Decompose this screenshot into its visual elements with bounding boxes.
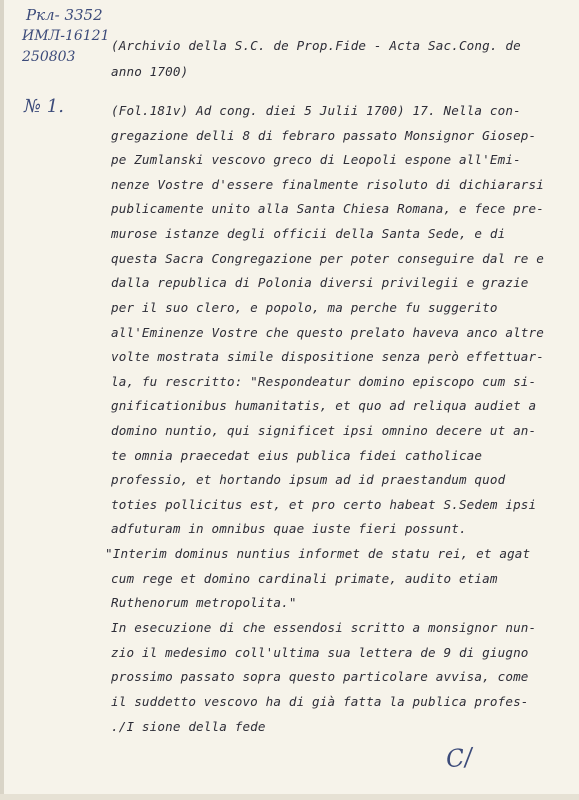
- text-line: (Archivio della S.C. de Prop.Fide - Acta Sac.Cong. de: [111, 38, 521, 53]
- text-line: publicamente unito alla Santa Chiesa Romana, e fece pre-: [111, 201, 544, 216]
- text-line: Ruthenorum metropolita.": [111, 595, 297, 610]
- page-bottom-edge: [0, 794, 579, 800]
- page-edge: [0, 0, 4, 800]
- text-line: anno 1700): [111, 64, 189, 79]
- text-line: domino nuntio, qui significet ipsi omnino decere ut an-: [111, 423, 537, 438]
- text-line: volte mostrata simile dispositione senza però effettuar-: [111, 349, 544, 364]
- text-line: cum rege et domino cardinali primate, audito etiam: [111, 571, 498, 586]
- text-line: ./I sione della fede: [111, 719, 266, 734]
- text-line: toties pollicitus est, et pro certo habeat S.Sedem ipsi: [111, 497, 537, 512]
- archive-code-handwritten: Ркл- 3352: [26, 6, 103, 24]
- text-line: dalla republica di Polonia diversi privilegii e grazie: [111, 275, 529, 290]
- text-line: il suddetto vescovo ha di già fatta la publica profes-: [111, 694, 529, 709]
- text-line: te omnia praecedat eius publica fidei catholicae: [111, 448, 483, 463]
- text-line: gnificationibus humanitatis, et quo ad reliqua audiet a: [111, 398, 537, 413]
- archive-code-handwritten-3: 250803: [22, 49, 76, 65]
- archive-code-handwritten-2: ИМЛ-16121: [22, 28, 110, 44]
- text-line: per il suo clero, e popolo, ma perche fu suggerito: [111, 300, 498, 315]
- text-line: murose istanze degli officii della Santa Sede, e di: [111, 226, 506, 241]
- text-line: pe Zumlanski vescovo greco di Leopoli espone all'Emi-: [111, 152, 521, 167]
- text-line: prossimo passato sopra questo particolare avvisa, come: [111, 669, 529, 684]
- text-line: all'Eminenze Vostre che questo prelato haveva anco altre: [111, 325, 544, 340]
- text-line: professio, et hortando ipsum ad id praestandum quod: [111, 472, 506, 487]
- text-line: (Fol.181v) Ad cong. diei 5 Julii 1700) 17. Nella con-: [111, 103, 521, 118]
- text-line: la, fu rescritto: "Respondeatur domino episcopo cum si-: [111, 374, 537, 389]
- text-line: gregazione delli 8 di febraro passato Monsignor Giosep-: [111, 128, 537, 143]
- text-line: adfuturam in omnibus quae iuste fieri possunt.: [111, 521, 467, 536]
- corner-mark-handwritten: C/: [444, 742, 474, 774]
- text-line: questa Sacra Congregazione per poter conseguire dal re e: [111, 251, 544, 266]
- document-number-handwritten: № 1.: [24, 96, 64, 117]
- text-line: "Interim dominus nuntius informet de statu rei, et agat: [105, 546, 531, 561]
- text-line: In esecuzione di che essendosi scritto a monsignor nun-: [111, 620, 537, 635]
- text-line: zio il medesimo coll'ultima sua lettera de 9 di giugno: [111, 645, 529, 660]
- text-line: nenze Vostre d'essere finalmente risoluto di dichiararsi: [111, 177, 544, 192]
